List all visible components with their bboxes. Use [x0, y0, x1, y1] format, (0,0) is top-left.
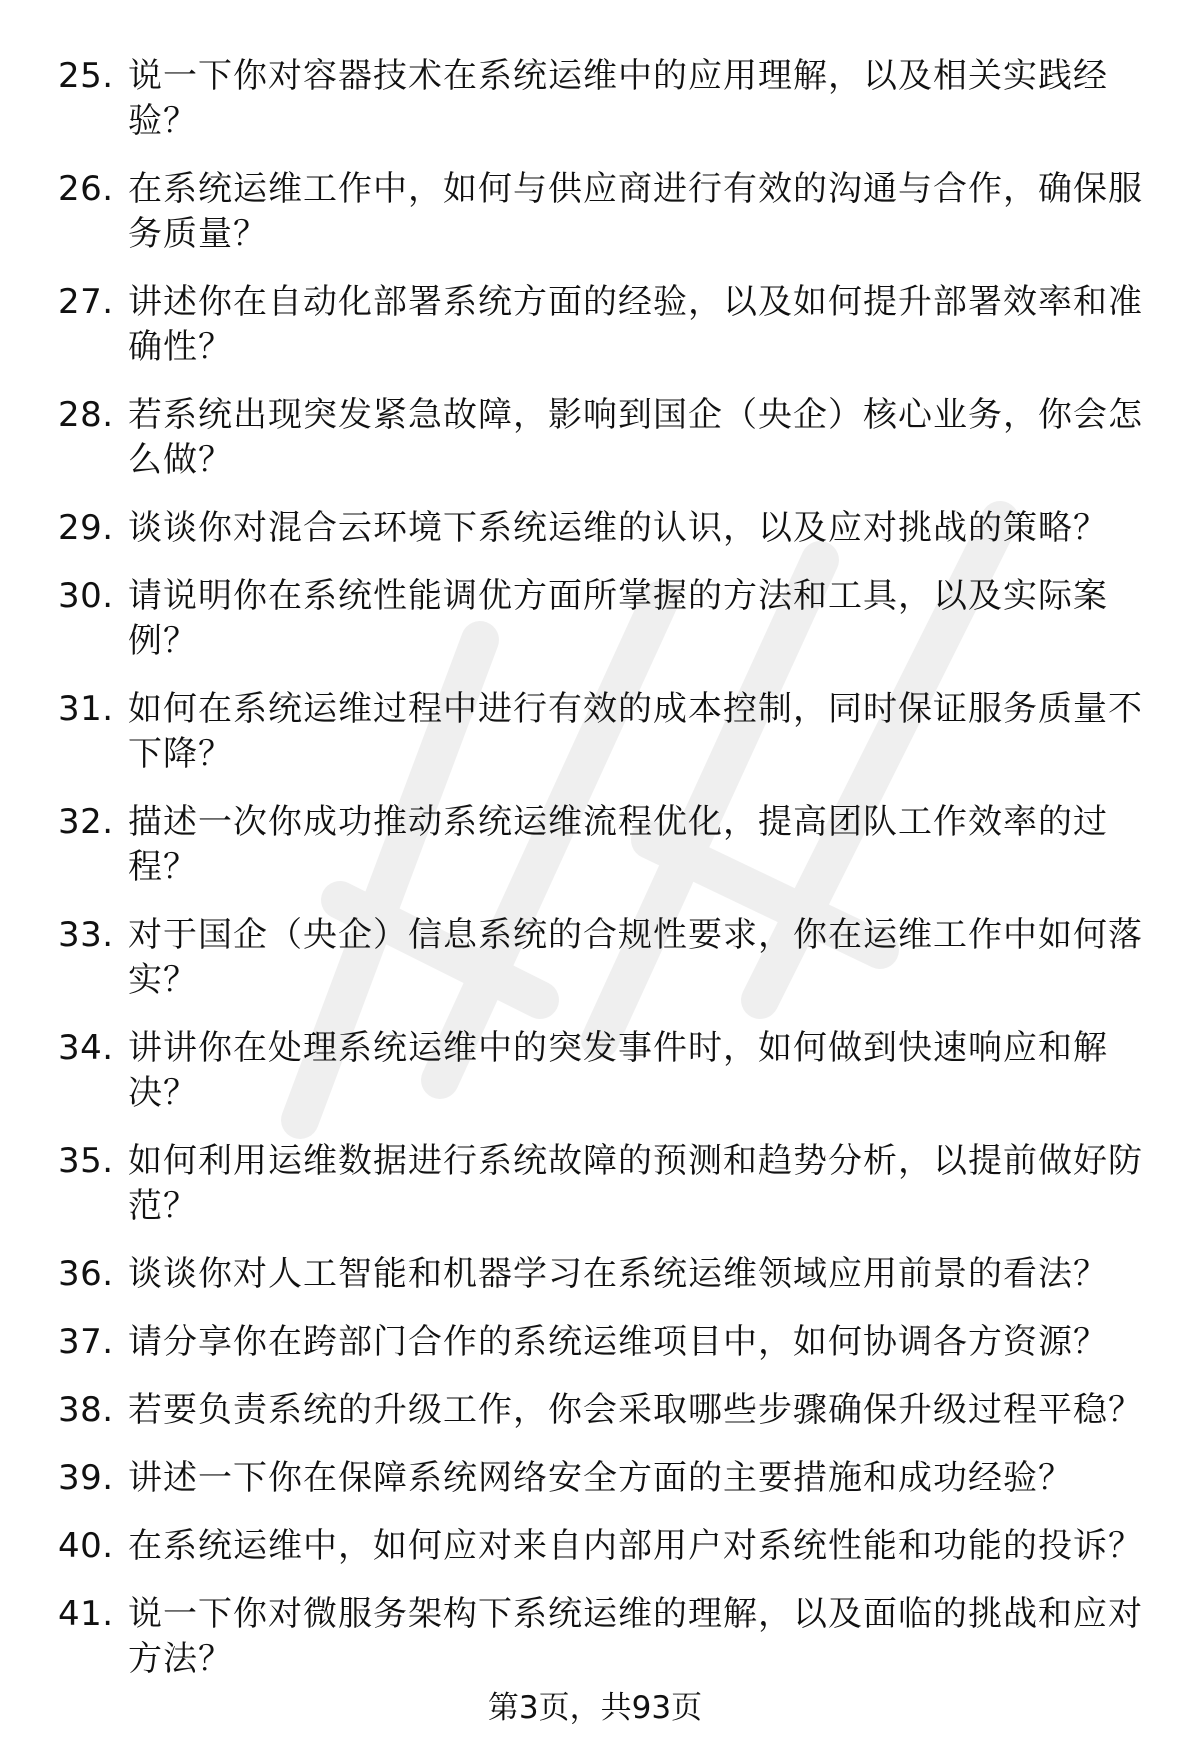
page-footer: 第3页，共93页 — [487, 1690, 703, 1726]
question-text: 对于国企（央企）信息系统的合规性要求，你在运维工作中如何落实？ — [128, 915, 1143, 1000]
question-number: 41. — [58, 1594, 114, 1634]
question-list — [58, 54, 1158, 1705]
question-text: 若要负责系统的升级工作，你会采取哪些步骤确保升级过程平稳？ — [128, 1390, 1143, 1430]
list-item — [58, 1524, 1158, 1569]
list-item — [58, 280, 1158, 370]
list-item — [58, 574, 1158, 664]
question-text: 在系统运维中，如何应对来自内部用户对系统性能和功能的投诉？ — [128, 1526, 1143, 1566]
list-item — [58, 393, 1158, 483]
question-number: 35. — [58, 1141, 114, 1181]
list-item — [58, 913, 1158, 1003]
question-text: 讲讲你在处理系统运维中的突发事件时，如何做到快速响应和解决？ — [128, 1028, 1108, 1113]
question-number: 38. — [58, 1390, 114, 1430]
question-number: 26. — [58, 169, 114, 209]
question-number: 39. — [58, 1458, 114, 1498]
question-text: 谈谈你对人工智能和机器学习在系统运维领域应用前景的看法？ — [128, 1254, 1108, 1294]
question-number: 30. — [58, 576, 114, 616]
question-text: 请分享你在跨部门合作的系统运维项目中，如何协调各方资源？ — [128, 1322, 1108, 1362]
list-item — [58, 687, 1158, 777]
list-item — [58, 167, 1158, 257]
list-item — [58, 1139, 1158, 1229]
question-text: 说一下你对容器技术在系统运维中的应用理解，以及相关实践经验？ — [128, 56, 1108, 141]
list-item — [58, 1252, 1158, 1297]
question-text: 若系统出现突发紧急故障，影响到国企（央企）核心业务，你会怎么做？ — [128, 395, 1143, 480]
question-number: 36. — [58, 1254, 114, 1294]
question-text: 如何在系统运维过程中进行有效的成本控制，同时保证服务质量不下降？ — [128, 689, 1143, 774]
list-item — [58, 1456, 1158, 1501]
question-text: 讲述一下你在保障系统网络安全方面的主要措施和成功经验？ — [128, 1458, 1073, 1498]
question-text: 如何利用运维数据进行系统故障的预测和趋势分析，以提前做好防范？ — [128, 1141, 1143, 1226]
question-number: 37. — [58, 1322, 114, 1362]
list-item — [58, 1320, 1158, 1365]
question-text: 谈谈你对混合云环境下系统运维的认识，以及应对挑战的策略？ — [128, 508, 1108, 548]
question-number: 31. — [58, 689, 114, 729]
list-item — [58, 1388, 1158, 1433]
question-text: 请说明你在系统性能调优方面所掌握的方法和工具，以及实际案例？ — [128, 576, 1108, 661]
question-text: 说一下你对微服务架构下系统运维的理解，以及面临的挑战和应对方法？ — [128, 1594, 1143, 1679]
question-text: 在系统运维工作中，如何与供应商进行有效的沟通与合作，确保服务质量？ — [128, 169, 1143, 254]
list-item — [58, 1026, 1158, 1116]
question-number: 28. — [58, 395, 114, 435]
list-item — [58, 506, 1158, 551]
list-item — [58, 1592, 1158, 1682]
question-text: 讲述你在自动化部署系统方面的经验，以及如何提升部署效率和准确性？ — [128, 282, 1143, 367]
question-number: 25. — [58, 56, 114, 96]
list-item — [58, 54, 1158, 144]
question-number: 27. — [58, 282, 114, 322]
question-number: 40. — [58, 1526, 114, 1566]
question-text: 描述一次你成功推动系统运维流程优化，提高团队工作效率的过程？ — [128, 802, 1108, 887]
question-number: 34. — [58, 1028, 114, 1068]
question-number: 29. — [58, 508, 114, 548]
question-number: 32. — [58, 802, 114, 842]
list-item — [58, 800, 1158, 890]
question-number: 33. — [58, 915, 114, 955]
